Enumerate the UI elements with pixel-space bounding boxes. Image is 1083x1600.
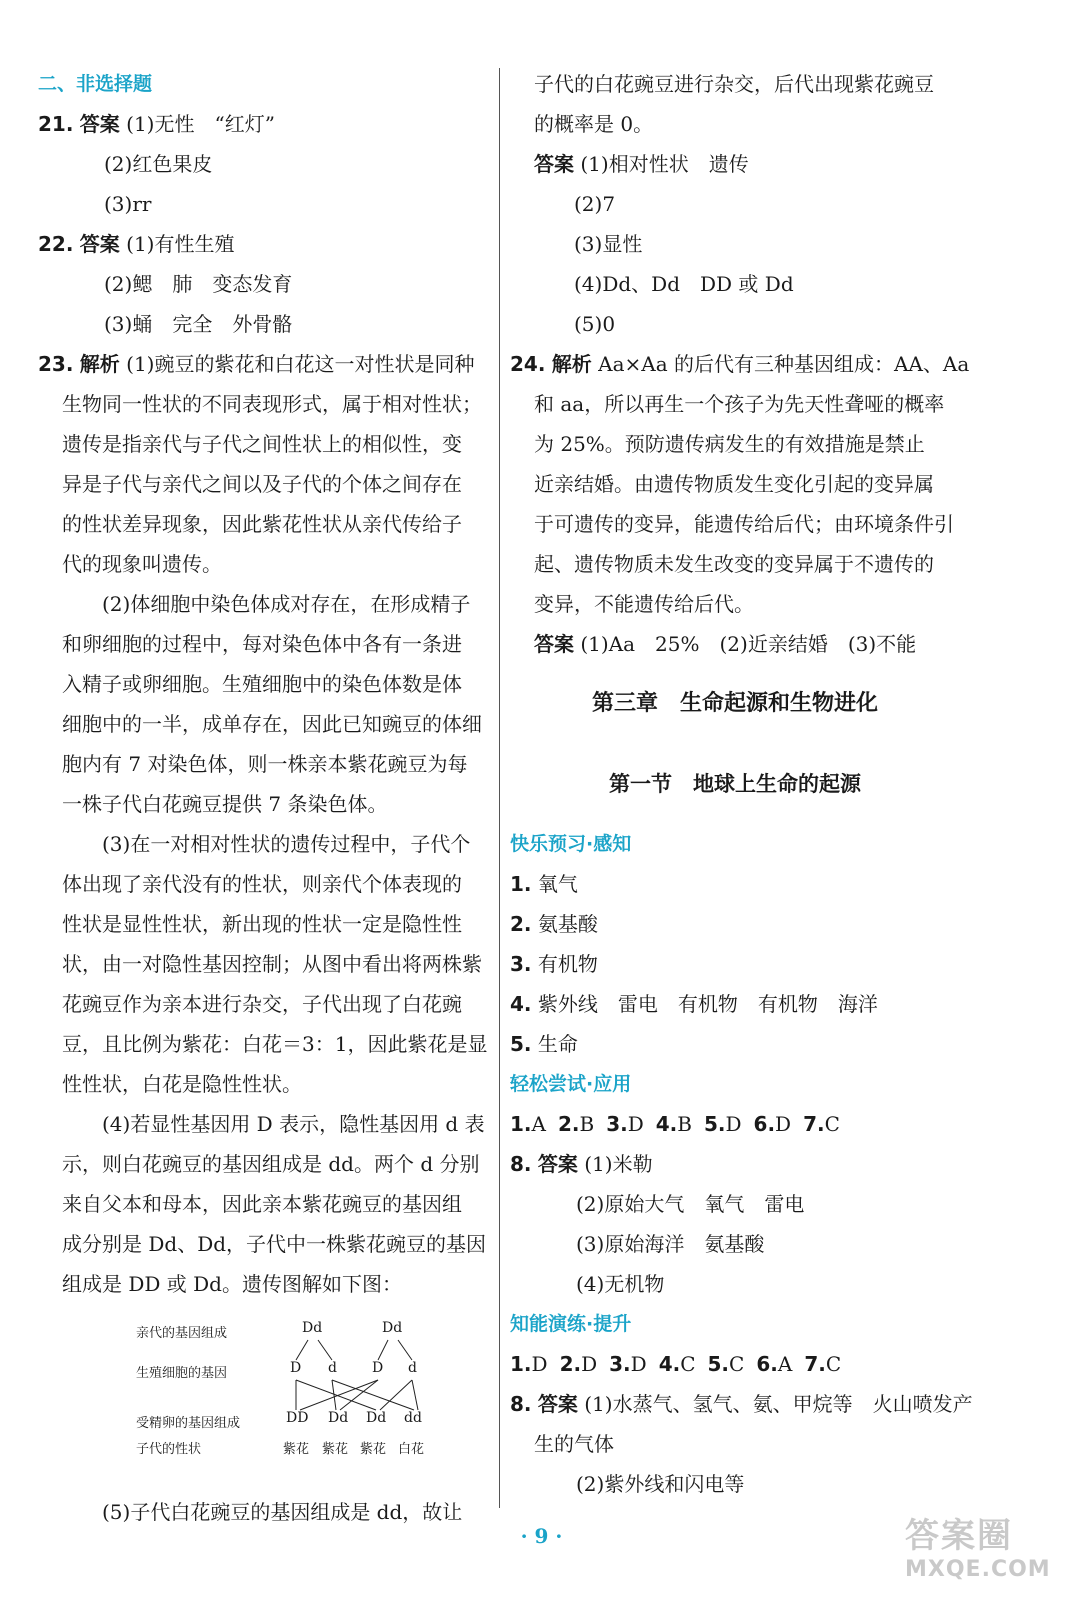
parent-to-gamete-line (296, 1340, 308, 1360)
try-q8-line: (4)无机物 (576, 1272, 665, 1296)
zygote: dd (404, 1410, 422, 1426)
q22-line-1: 22. 答案 (1)有性生殖 (38, 232, 235, 256)
gamete: d (328, 1360, 337, 1376)
row-label-traits: 子代的性状 (136, 1442, 202, 1457)
q23-answer-line: (3)显性 (574, 232, 643, 256)
chapter-title: 第三章 生命起源和生物进化 (591, 691, 878, 716)
preview-item: 4. 紫外线 雷电 有机物 有机物 海洋 (510, 992, 878, 1016)
q23-p3-line: 花豌豆作为亲本进行杂交，子代出现了白花豌 (62, 992, 462, 1016)
row-label-parents: 亲代的基因组成 (136, 1326, 228, 1341)
try-q8-line: (2)原始大气 氧气 雷电 (576, 1192, 805, 1216)
watermark-text-bottom: MXQE.COM (905, 1557, 1051, 1582)
q21-line-2: (2)红色果皮 (104, 152, 213, 176)
q23-p4-line: 示，则白花豌豆的基因组成是 dd。两个 d 分别 (62, 1152, 480, 1176)
gamete-to-zygote-line (412, 1380, 418, 1410)
q23-answer-line-1: 答案 (1)相对性状 遗传 (534, 152, 749, 176)
parent-to-gamete-line (398, 1340, 412, 1360)
trait: 紫花 (322, 1442, 349, 1457)
preview-item: 2. 氨基酸 (510, 912, 598, 936)
preview-title: 快乐预习·感知 (510, 833, 632, 855)
q22-line-2: (2)鳃 肺 变态发育 (104, 272, 293, 296)
gamete-to-zygote-line (380, 1380, 412, 1410)
preview-item: 3. 有机物 (510, 952, 598, 976)
section-title: 第一节 地球上生命的起源 (609, 772, 861, 796)
try-title: 轻松尝试·应用 (510, 1073, 632, 1095)
try-q8-line-1: 8. 答案 (1)米勒 (510, 1152, 653, 1176)
gamete: d (408, 1360, 417, 1376)
q23-answer-line: (5)0 (574, 312, 616, 336)
genetic-cross-diagram (38, 1304, 490, 1492)
q23-p5-line: 的概率是 0。 (534, 112, 654, 136)
q23-p4-line: 组成是 DD 或 Dd。遗传图解如下图： (62, 1272, 402, 1296)
trait: 紫花 (360, 1442, 387, 1457)
row-label-zygotes: 受精卵的基因组成 (136, 1416, 241, 1431)
q23-p3-line: 体出现了亲代没有的性状，则亲代个体表现的 (62, 872, 462, 896)
gamete-to-zygote-line (296, 1380, 376, 1410)
q23-answer-line: (4)Dd、Dd DD 或 Dd (574, 272, 794, 296)
q23-p1-line: 的性状差异现象，因此紫花性状从亲代传给子 (62, 512, 462, 536)
q23-answer-line: (2)7 (574, 192, 616, 216)
left-column (38, 64, 490, 1532)
q24-line: 为 25%。预防遗传病发生的有效措施是禁止 (534, 432, 925, 456)
q23-p3-line: 豆，且比例为紫花：白花＝3：1，因此紫花是显 (62, 1032, 488, 1056)
q23-p2-line: 细胞中的一半，成单存在，因此已知豌豆的体细 (62, 712, 482, 736)
q23-p2-line: (2)体细胞中染色体成对存在，在形成精子 (102, 592, 471, 616)
trait: 紫花 (283, 1442, 310, 1457)
gamete: D (290, 1360, 302, 1376)
q23-p1-line: 生物同一性状的不同表现形式，属于相对性状； (62, 392, 482, 416)
q23-p3-line: (3)在一对相对性状的遗传过程中，子代个 (102, 832, 471, 856)
q23-p2-line: 和卵细胞的过程中，每对染色体中各有一条进 (62, 632, 462, 656)
zygote: DD (286, 1410, 309, 1426)
preview-item: 1. 氧气 (510, 872, 578, 896)
q23-p1-line: 代的现象叫遗传。 (62, 552, 222, 576)
practice-mc-answers: 1.D 2.D 3.D 4.C 5.C 6.A 7.C (510, 1352, 842, 1376)
q24-line: 和 aa，所以再生一个孩子为先天性聋哑的概率 (534, 392, 945, 416)
right-column (510, 64, 973, 1504)
cross-lines (38, 1304, 490, 1492)
practice-title: 知能演练·提升 (510, 1313, 632, 1335)
parent-genotype: Dd (302, 1320, 323, 1336)
try-mc-answers: 1.A 2.B 3.D 4.B 5.D 6.D 7.C (510, 1112, 840, 1136)
practice-q8-line-1: 8. 答案 (1)水蒸气、氢气、氨、甲烷等 火山喷发产 (510, 1392, 973, 1416)
gamete: D (372, 1360, 384, 1376)
parent-genotype: Dd (382, 1320, 403, 1336)
q23-p5-line: (5)子代白花豌豆的基因组成是 dd，故让 (102, 1500, 463, 1524)
parent-to-gamete-line (378, 1340, 388, 1360)
q23-p2-line: 入精子或卵细胞。生殖细胞中的染色体数是体 (62, 672, 462, 696)
column-divider (499, 68, 500, 1508)
q24-line: 于可遗传的变异，能遗传给后代；由环境条件引 (534, 512, 954, 536)
practice-q8-line: (2)紫外线和闪电等 (576, 1472, 745, 1496)
q23-p2-line: 一株子代白花豌豆提供 7 条染色体。 (62, 792, 388, 816)
q23-p3-line: 性性状，白花是隐性性状。 (62, 1072, 302, 1096)
practice-q8-line: 生的气体 (534, 1432, 614, 1456)
try-q8-line: (3)原始海洋 氨基酸 (576, 1232, 765, 1256)
watermark-logo (905, 1508, 1065, 1588)
q23-p5-line: 子代的白花豌豆进行杂交，后代出现紫花豌豆 (534, 72, 934, 96)
q23-p4-line: 来自父本和母本，因此亲本紫花豌豆的基因组 (62, 1192, 462, 1216)
zygote: Dd (328, 1410, 349, 1426)
q24-line: 近亲结婚。由遗传物质发生变化引起的变异属 (534, 472, 934, 496)
trait: 白花 (398, 1442, 425, 1457)
watermark-text-top: 答案圈 (905, 1516, 1013, 1556)
q23-p2-line: 胞内有 7 对染色体，则一株亲本紫花豌豆为每 (62, 752, 468, 776)
q23-p3-line: 性状是显性性状，新出现的性状一定是隐性性 (62, 912, 462, 936)
q23-p1-line: 异是子代与亲代之间以及子代的个体之间存在 (62, 472, 462, 496)
row-label-gametes: 生殖细胞的基因 (136, 1366, 228, 1381)
q22-line-3: (3)蛹 完全 外骨骼 (104, 312, 293, 336)
page-number: · 9 · (520, 1524, 563, 1548)
q23-p4-line: (4)若显性基因用 D 表示，隐性基因用 d 表 (102, 1112, 485, 1136)
q24-line: 变异，不能遗传给后代。 (534, 592, 754, 616)
q24-line: 起、遗传物质未发生改变的变异属于不遗传的 (534, 552, 934, 576)
q23-analysis-line-1: 23. 解析 (1)豌豆的紫花和白花这一对性状是同种 (38, 352, 475, 376)
q24-analysis-line-1: 24. 解析 Aa×Aa 的后代有三种基因组成：AA、Aa (510, 352, 970, 376)
q23-p1-line: 遗传是指亲代与子代之间性状上的相似性，变 (62, 432, 462, 456)
parent-to-gamete-line (318, 1340, 332, 1360)
zygote: Dd (366, 1410, 387, 1426)
q24-answer: 答案 (1)Aa 25% (2)近亲结婚 (3)不能 (534, 632, 917, 656)
q21-line-1: 21. 答案 (1)无性 “红灯” (38, 112, 275, 136)
q23-p4-line: 成分别是 Dd、Dd，子代中一株紫花豌豆的基因 (62, 1232, 487, 1256)
gamete-to-zygote-line (300, 1380, 378, 1410)
section-title-nonchoice: 二、非选择题 (38, 73, 153, 95)
preview-item: 5. 生命 (510, 1032, 578, 1056)
q21-line-3: (3)rr (104, 192, 152, 216)
q23-p3-line: 状，由一对隐性基因控制；从图中看出将两株紫 (62, 952, 482, 976)
